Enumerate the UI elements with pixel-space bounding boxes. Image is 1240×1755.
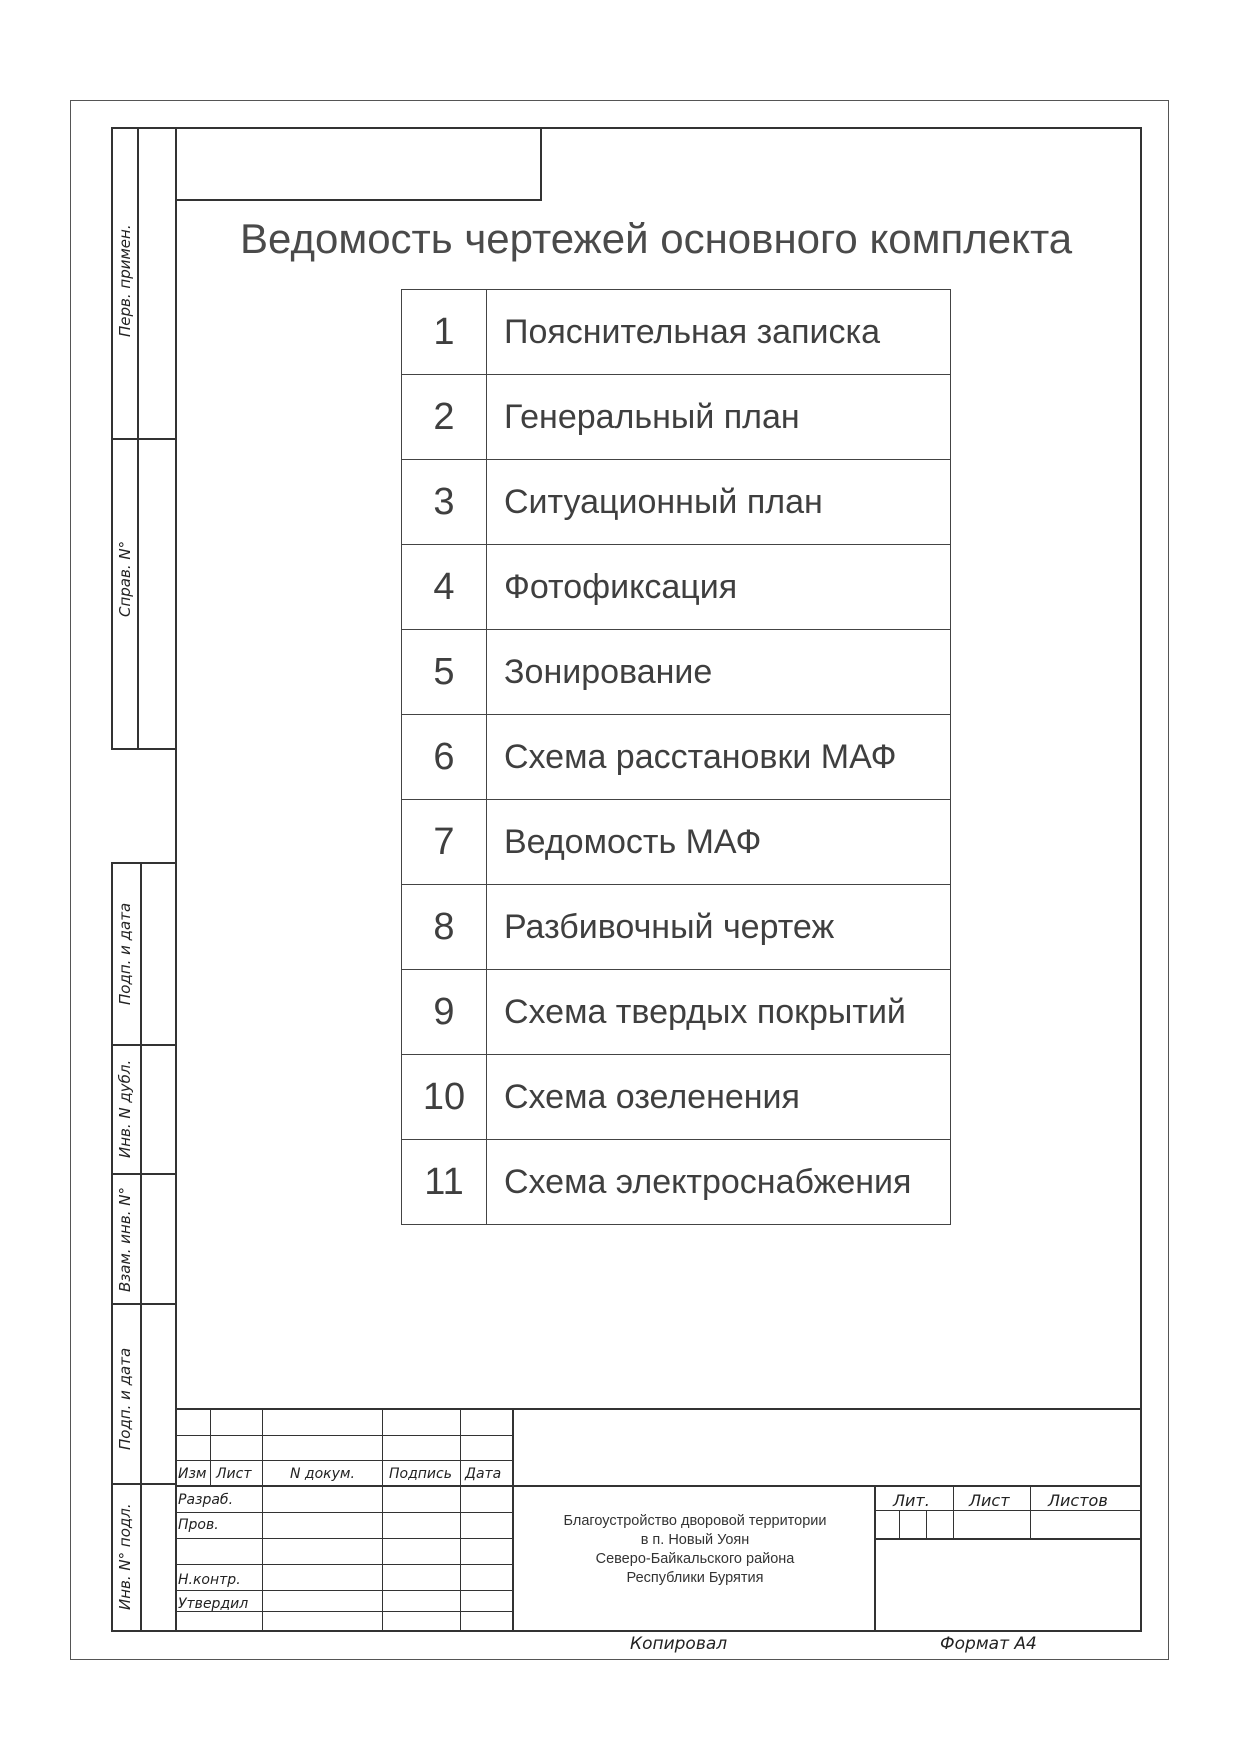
drawing-number: 8	[402, 885, 487, 970]
drawing-name: Зонирование	[487, 630, 951, 715]
drawing-number: 2	[402, 375, 487, 460]
side-label-sprav: Справ. N°	[116, 540, 134, 617]
drawing-name: Схема озеленения	[487, 1055, 951, 1140]
drawing-row	[402, 970, 951, 1055]
drawing-name: Разбивочный чертеж	[487, 885, 951, 970]
tb-header-list: Лист	[216, 1466, 252, 1482]
drawing-number: 1	[402, 290, 487, 375]
drawing-number: 6	[402, 715, 487, 800]
drawing-row	[402, 375, 951, 460]
drawing-row	[402, 885, 951, 970]
drawing-number: 9	[402, 970, 487, 1055]
drawing-row	[402, 1140, 951, 1225]
tb-row-prov: Пров.	[178, 1517, 219, 1533]
drawing-name: Ведомость МАФ	[487, 800, 951, 885]
drawing-row	[402, 800, 951, 885]
tb-header-n-dokum: N докум.	[290, 1466, 355, 1482]
drawing-name: Фотофиксация	[487, 545, 951, 630]
side-label-podp-data-1: Подп. и дата	[116, 902, 134, 1005]
drawing-number: 4	[402, 545, 487, 630]
tb-row-n-kontr: Н.контр.	[178, 1572, 241, 1588]
side-label-podp-data-2: Подп. и дата	[116, 1347, 134, 1450]
tb-row-razrab: Разраб.	[178, 1492, 234, 1508]
drawing-name: Генеральный план	[487, 375, 951, 460]
drawing-number: 11	[402, 1140, 487, 1225]
tb-header-izm: Изм	[178, 1466, 207, 1482]
tb-listov: Листов	[1048, 1491, 1108, 1510]
drawing-row	[402, 715, 951, 800]
footer-format: Формат А4	[940, 1634, 1037, 1654]
drawing-row	[402, 290, 951, 375]
project-description: Благоустройство дворовой территории в п. Новый Уоян Северо-Байкальского района Республики Бурятия	[563, 1513, 827, 1586]
side-label-inv-dubl: Инв. N дубл.	[116, 1059, 134, 1158]
tb-header-data: Дата	[465, 1466, 502, 1482]
drawing-row	[402, 1055, 951, 1140]
drawing-number: 10	[402, 1055, 487, 1140]
side-label-vzam-inv: Взам. инв. N°	[116, 1187, 134, 1292]
drawing-row	[402, 545, 951, 630]
tb-lit: Лит.	[893, 1491, 930, 1510]
drawing-number: 5	[402, 630, 487, 715]
drawing-number: 7	[402, 800, 487, 885]
drawing-row	[402, 630, 951, 715]
drawings-table	[401, 289, 951, 1225]
side-label-perv-primen: Перв. примен.	[116, 224, 134, 337]
tb-list: Лист	[969, 1491, 1010, 1510]
drawing-row	[402, 460, 951, 545]
drawing-number: 3	[402, 460, 487, 545]
top-stamp-box	[175, 127, 542, 201]
drawing-name: Схема твердых покрытий	[487, 970, 951, 1055]
page-title: Ведомость чертежей основного комплекта	[240, 215, 1073, 262]
tb-row-utverdil: Утвердил	[178, 1596, 249, 1612]
drawing-name: Ситуационный план	[487, 460, 951, 545]
footer-kopiroval: Копировал	[630, 1634, 728, 1654]
drawing-name: Пояснительная записка	[487, 290, 951, 375]
drawing-name: Схема электроснабжения	[487, 1140, 951, 1225]
tb-header-podpis: Подпись	[389, 1466, 452, 1482]
side-label-inv-podl: Инв. N° подл.	[116, 1503, 134, 1610]
drawing-name: Схема расстановки МАФ	[487, 715, 951, 800]
